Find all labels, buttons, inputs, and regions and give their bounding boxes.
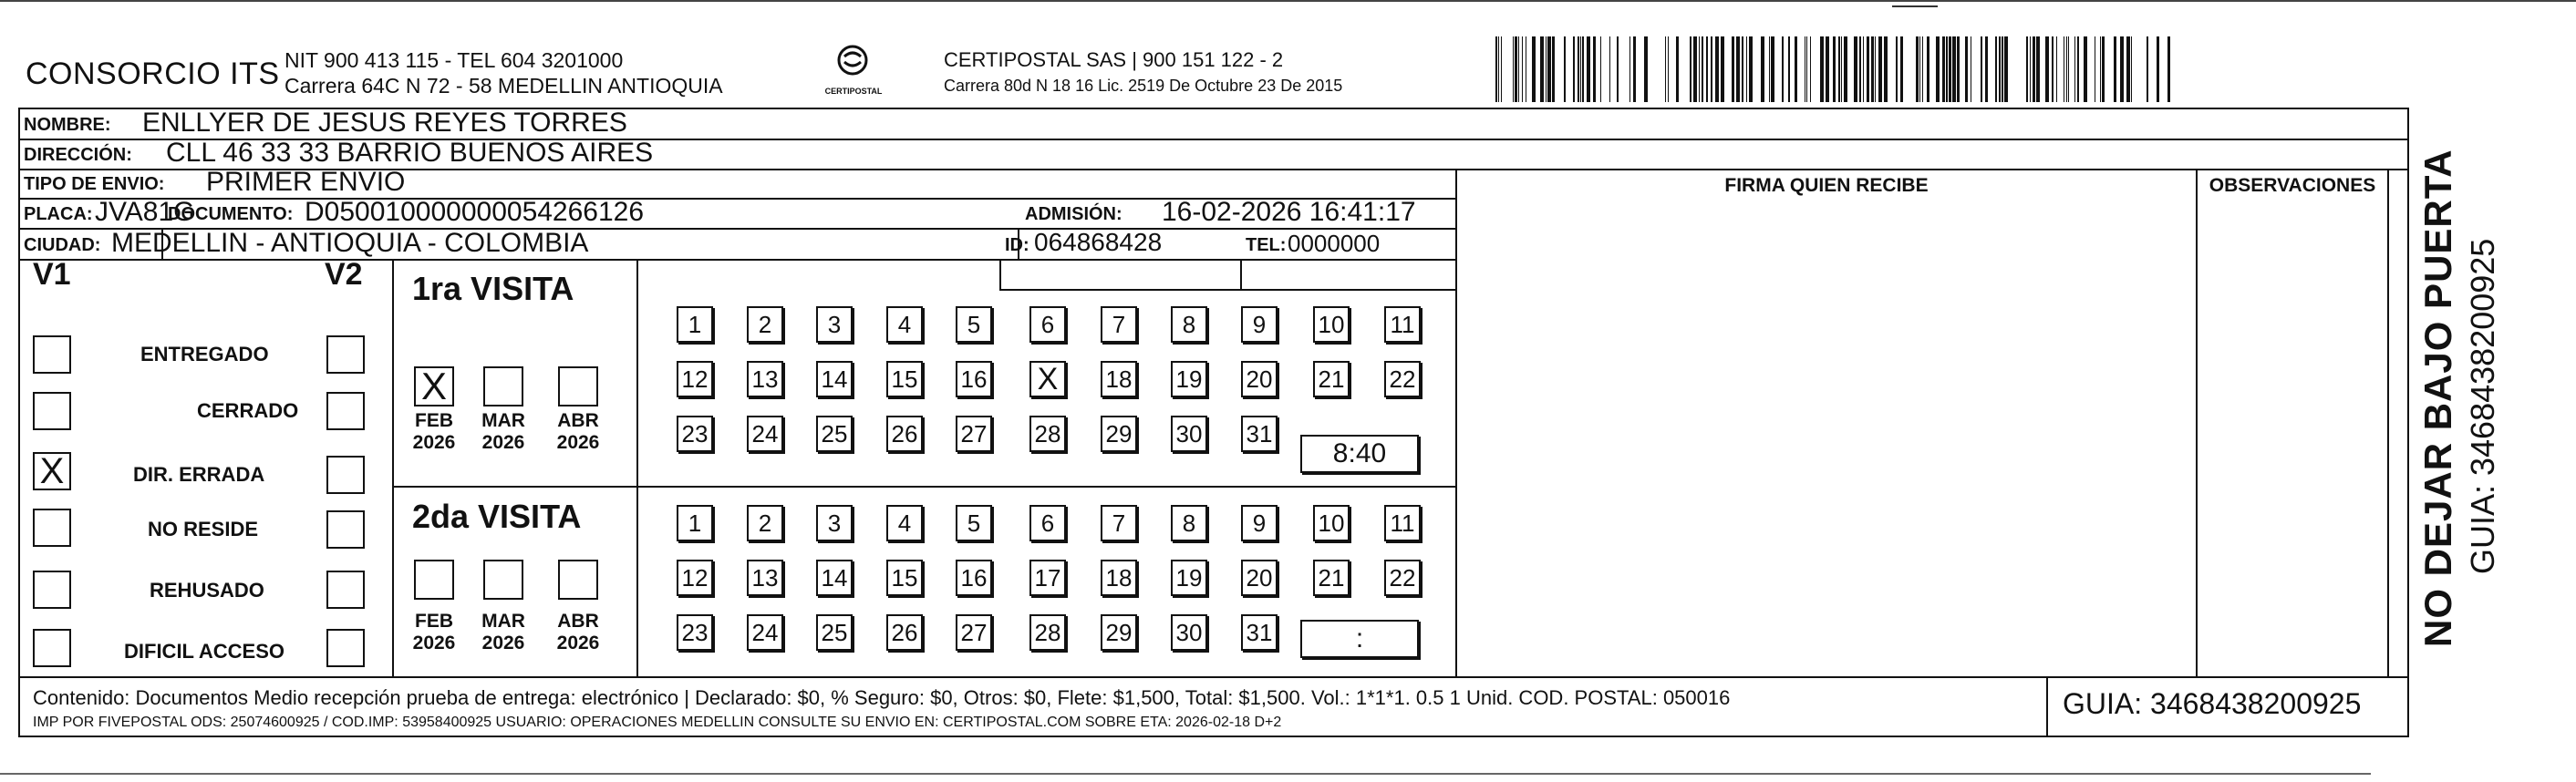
v1-checkbox-dir-errada[interactable]: X: [33, 452, 71, 490]
visit1-day-box[interactable]: 19: [1171, 361, 1207, 397]
logo-text: CERTIPOSTAL: [824, 87, 883, 96]
v2-checkbox-no-reside[interactable]: [326, 510, 365, 549]
status-label-cerrado: CERRADO: [197, 399, 299, 422]
tel-label: TEL:: [1246, 235, 1287, 255]
rule: [999, 259, 1001, 290]
v1-header: V1: [33, 257, 71, 292]
visit1-day-box[interactable]: 29: [1101, 416, 1137, 452]
placa-label: PLACA:: [24, 204, 93, 224]
v1-checkbox-entregado[interactable]: [33, 335, 71, 374]
contenido-text: Contenido: Documentos Medio recepción prueba de entrega: electrónico | Declarado: $0, % Seguro: $0, Otros: $0, Flete: $1,500, Total: $1,500. Vol.: 1*1*1. 0.5 1 Unid. COD. POSTAL: 050016: [33, 686, 1731, 709]
id-label: ID:: [1005, 235, 1029, 255]
month-name: FEB: [415, 410, 453, 431]
visit1-month-checkbox[interactable]: [483, 366, 523, 406]
visit2-day-box[interactable]: 29: [1101, 614, 1137, 651]
top-mark: [1892, 5, 1938, 7]
guia-number: GUIA: 3468438200925: [2063, 687, 2362, 720]
visit2-day-box[interactable]: 4: [886, 505, 923, 541]
documento-label: DOCUMENTO:: [168, 204, 294, 224]
rule: [999, 289, 1457, 291]
visit2-day-box[interactable]: 21: [1313, 560, 1350, 596]
visit2-title: 2da VISITA: [412, 498, 582, 535]
visit2-day-box[interactable]: 8: [1171, 505, 1207, 541]
visit2-month-checkbox[interactable]: [558, 560, 598, 600]
visit2-month-checkbox[interactable]: [414, 560, 454, 600]
month-name: MAR: [481, 410, 525, 431]
v2-checkbox-entregado[interactable]: [326, 335, 365, 374]
visit2-day-box[interactable]: 3: [816, 505, 853, 541]
rule: [392, 259, 394, 676]
certi-address: Carrera 80d N 18 16 Lic. 2519 De Octubre 23 De 2015: [944, 77, 1343, 95]
admision-value: 16-02-2026 16:41:17: [1162, 197, 1416, 227]
direccion-label: DIRECCIÓN:: [24, 145, 132, 165]
visit1-day-box[interactable]: 3: [816, 306, 853, 343]
visit2-day-box[interactable]: 26: [886, 614, 923, 651]
visit1-day-box[interactable]: X: [1029, 361, 1066, 397]
rule: [2196, 169, 2198, 676]
visit1-day-box[interactable]: 7: [1101, 306, 1137, 343]
visit2-day-box[interactable]: 25: [816, 614, 853, 651]
ciudad-label: CIUDAD:: [24, 235, 101, 255]
visit2-day-box[interactable]: 23: [677, 614, 713, 651]
visit2-day-box[interactable]: 10: [1313, 505, 1350, 541]
visit2-day-box[interactable]: 18: [1101, 560, 1137, 596]
visit1-day-box[interactable]: 10: [1313, 306, 1350, 343]
visit1-time-box[interactable]: 8:40: [1300, 435, 1419, 473]
month-name: ABR: [557, 611, 599, 632]
v1-checkbox-dificil-acceso[interactable]: [33, 629, 71, 667]
nombre-label: NOMBRE:: [24, 115, 111, 135]
visit1-month-label: [551, 410, 605, 454]
visit2-day-box[interactable]: 31: [1241, 614, 1278, 651]
month-year: 2026: [556, 432, 600, 453]
visit2-month-label: [407, 611, 461, 654]
placa-value: JVA81G: [95, 197, 195, 227]
visit2-day-box[interactable]: 7: [1101, 505, 1137, 541]
rule: [20, 676, 2407, 678]
visit2-time-box[interactable]: :: [1300, 620, 1419, 658]
certi-line: CERTIPOSTAL SAS | 900 151 122 - 2: [944, 48, 1284, 71]
visit1-day-box[interactable]: 30: [1171, 416, 1207, 452]
visit2-day-box[interactable]: 30: [1171, 614, 1207, 651]
status-label-entregado: ENTREGADO: [140, 343, 269, 365]
certipostal-info: [944, 47, 1342, 98]
visit1-day-box[interactable]: 2: [747, 306, 783, 343]
month-year: 2026: [412, 432, 456, 453]
visit1-day-box[interactable]: 8: [1171, 306, 1207, 343]
status-label-no-reside: NO RESIDE: [148, 518, 259, 540]
v1-checkbox-rehusado[interactable]: [33, 571, 71, 609]
direccion-value: CLL 46 33 33 BARRIO BUENOS AIRES: [166, 138, 654, 168]
visit1-day-box[interactable]: 21: [1313, 361, 1350, 397]
visit2-day-box[interactable]: 6: [1029, 505, 1066, 541]
visit1-day-box[interactable]: 28: [1029, 416, 1066, 452]
visit2-day-box[interactable]: 14: [816, 560, 853, 596]
visit1-day-box[interactable]: 13: [747, 361, 783, 397]
v1-checkbox-no-reside[interactable]: [33, 509, 71, 547]
visit2-day-box[interactable]: 27: [956, 614, 992, 651]
rule: [392, 486, 1457, 488]
visit2-day-box[interactable]: 17: [1029, 560, 1066, 596]
v2-checkbox-rehusado[interactable]: [326, 571, 365, 609]
month-name: FEB: [415, 611, 453, 632]
status-label-rehusado: REHUSADO: [150, 579, 264, 602]
delivery-form: [18, 108, 2409, 737]
visit1-month-checkbox[interactable]: [558, 366, 598, 406]
visit1-day-box[interactable]: 16: [956, 361, 992, 397]
no-dejar-bajo-puerta: NO DEJAR BAJO PUERTA: [2416, 149, 2459, 647]
side-guia: GUIA: 3468438200925: [2464, 238, 2501, 574]
visit2-day-box[interactable]: 1: [677, 505, 713, 541]
address-line: Carrera 64C N 72 - 58 MEDELLIN ANTIOQUIA: [284, 74, 723, 98]
visit2-month-checkbox[interactable]: [483, 560, 523, 600]
visit2-day-box[interactable]: 16: [956, 560, 992, 596]
bottom-rule: [0, 773, 2371, 775]
rule: [1455, 169, 1457, 676]
visit2-day-box[interactable]: 20: [1241, 560, 1278, 596]
visit2-day-box[interactable]: 5: [956, 505, 992, 541]
nombre-value: ENLLYER DE JESUS REYES TORRES: [142, 108, 627, 138]
tipo-value: PRIMER ENVIO: [206, 167, 406, 197]
visit1-day-box[interactable]: 20: [1241, 361, 1278, 397]
visit2-day-box[interactable]: 24: [747, 614, 783, 651]
rule: [636, 259, 638, 676]
visit1-title: 1ra VISITA: [412, 270, 574, 307]
observaciones-header: OBSERVACIONES: [2209, 175, 2376, 196]
visit1-day-box[interactable]: 9: [1241, 306, 1278, 343]
rule: [1240, 259, 1242, 290]
visit1-day-box[interactable]: 18: [1101, 361, 1137, 397]
visit1-day-box[interactable]: 5: [956, 306, 992, 343]
admision-label: ADMISIÓN:: [1025, 204, 1122, 224]
visit1-day-box[interactable]: 15: [886, 361, 923, 397]
visit2-day-box[interactable]: 22: [1384, 560, 1421, 596]
rule: [2046, 676, 2048, 737]
barcode: [1495, 36, 2170, 102]
visit1-day-box[interactable]: 23: [677, 416, 713, 452]
v1-checkbox-cerrado[interactable]: [33, 392, 71, 430]
visit1-day-box[interactable]: 26: [886, 416, 923, 452]
visit2-day-box[interactable]: 9: [1241, 505, 1278, 541]
visit1-day-box[interactable]: 27: [956, 416, 992, 452]
visit1-day-box[interactable]: 14: [816, 361, 853, 397]
month-year: 2026: [412, 633, 456, 653]
nit-line: NIT 900 413 115 - TEL 604 3201000: [284, 48, 624, 72]
visit1-month-label: [407, 410, 461, 454]
visit1-day-box[interactable]: 12: [677, 361, 713, 397]
visit2-month-label: [551, 611, 605, 654]
visit2-day-box[interactable]: 2: [747, 505, 783, 541]
visit1-day-box[interactable]: 11: [1384, 306, 1421, 343]
visit1-day-box[interactable]: 6: [1029, 306, 1066, 343]
tel-value: 0000000: [1288, 230, 1381, 257]
visit1-month-checkbox[interactable]: X: [414, 366, 454, 406]
v2-checkbox-dir-errada[interactable]: [326, 456, 365, 494]
top-rule: [0, 0, 2576, 2]
month-year: 2026: [481, 432, 525, 453]
month-year: 2026: [556, 633, 600, 653]
visit2-day-box[interactable]: 12: [677, 560, 713, 596]
tipo-label: TIPO DE ENVIO:: [24, 174, 165, 194]
imp-text: IMP POR FIVEPOSTAL ODS: 25074600925 / COD.IMP: 53958400925 USUARIO: OPERACIONES MEDELLIN CONSULTE SU ENVIO EN: CERTIPOSTAL.COM SOBRE ETA: 2026-02-18 D+2: [33, 715, 1282, 730]
visit2-day-box[interactable]: 28: [1029, 614, 1066, 651]
visit2-day-box[interactable]: 13: [747, 560, 783, 596]
rule: [2387, 169, 2389, 676]
v2-checkbox-cerrado[interactable]: [326, 392, 365, 430]
firma-header: FIRMA QUIEN RECIBE: [1724, 175, 1929, 196]
visit1-day-box[interactable]: 1: [677, 306, 713, 343]
visit2-day-box[interactable]: 15: [886, 560, 923, 596]
company-name: CONSORCIO ITS: [26, 57, 280, 91]
visit2-day-box[interactable]: 19: [1171, 560, 1207, 596]
v2-checkbox-dificil-acceso[interactable]: [326, 629, 365, 667]
visit2-day-box[interactable]: 11: [1384, 505, 1421, 541]
status-label-dificil-acceso: DIFICIL ACCESO: [124, 640, 285, 663]
id-value: 064868428: [1034, 228, 1163, 256]
visit1-day-box[interactable]: 4: [886, 306, 923, 343]
visit1-month-label: [476, 410, 531, 454]
side-panel: [2416, 137, 2562, 647]
month-name: MAR: [481, 611, 525, 632]
company-info: [284, 47, 723, 98]
documento-value: D050010000000054266126: [305, 197, 645, 227]
visit2-month-label: [476, 611, 531, 654]
visit1-day-box[interactable]: 22: [1384, 361, 1421, 397]
ciudad-value: MEDELLIN - ANTIOQUIA - COLOMBIA: [111, 228, 589, 258]
status-label-dir-errada: DIR. ERRADA: [133, 463, 265, 486]
v2-header: V2: [325, 257, 363, 292]
month-year: 2026: [481, 633, 525, 653]
visit1-day-box[interactable]: 31: [1241, 416, 1278, 452]
visit1-day-box[interactable]: 24: [747, 416, 783, 452]
visit1-day-box[interactable]: 25: [816, 416, 853, 452]
month-name: ABR: [557, 410, 599, 431]
